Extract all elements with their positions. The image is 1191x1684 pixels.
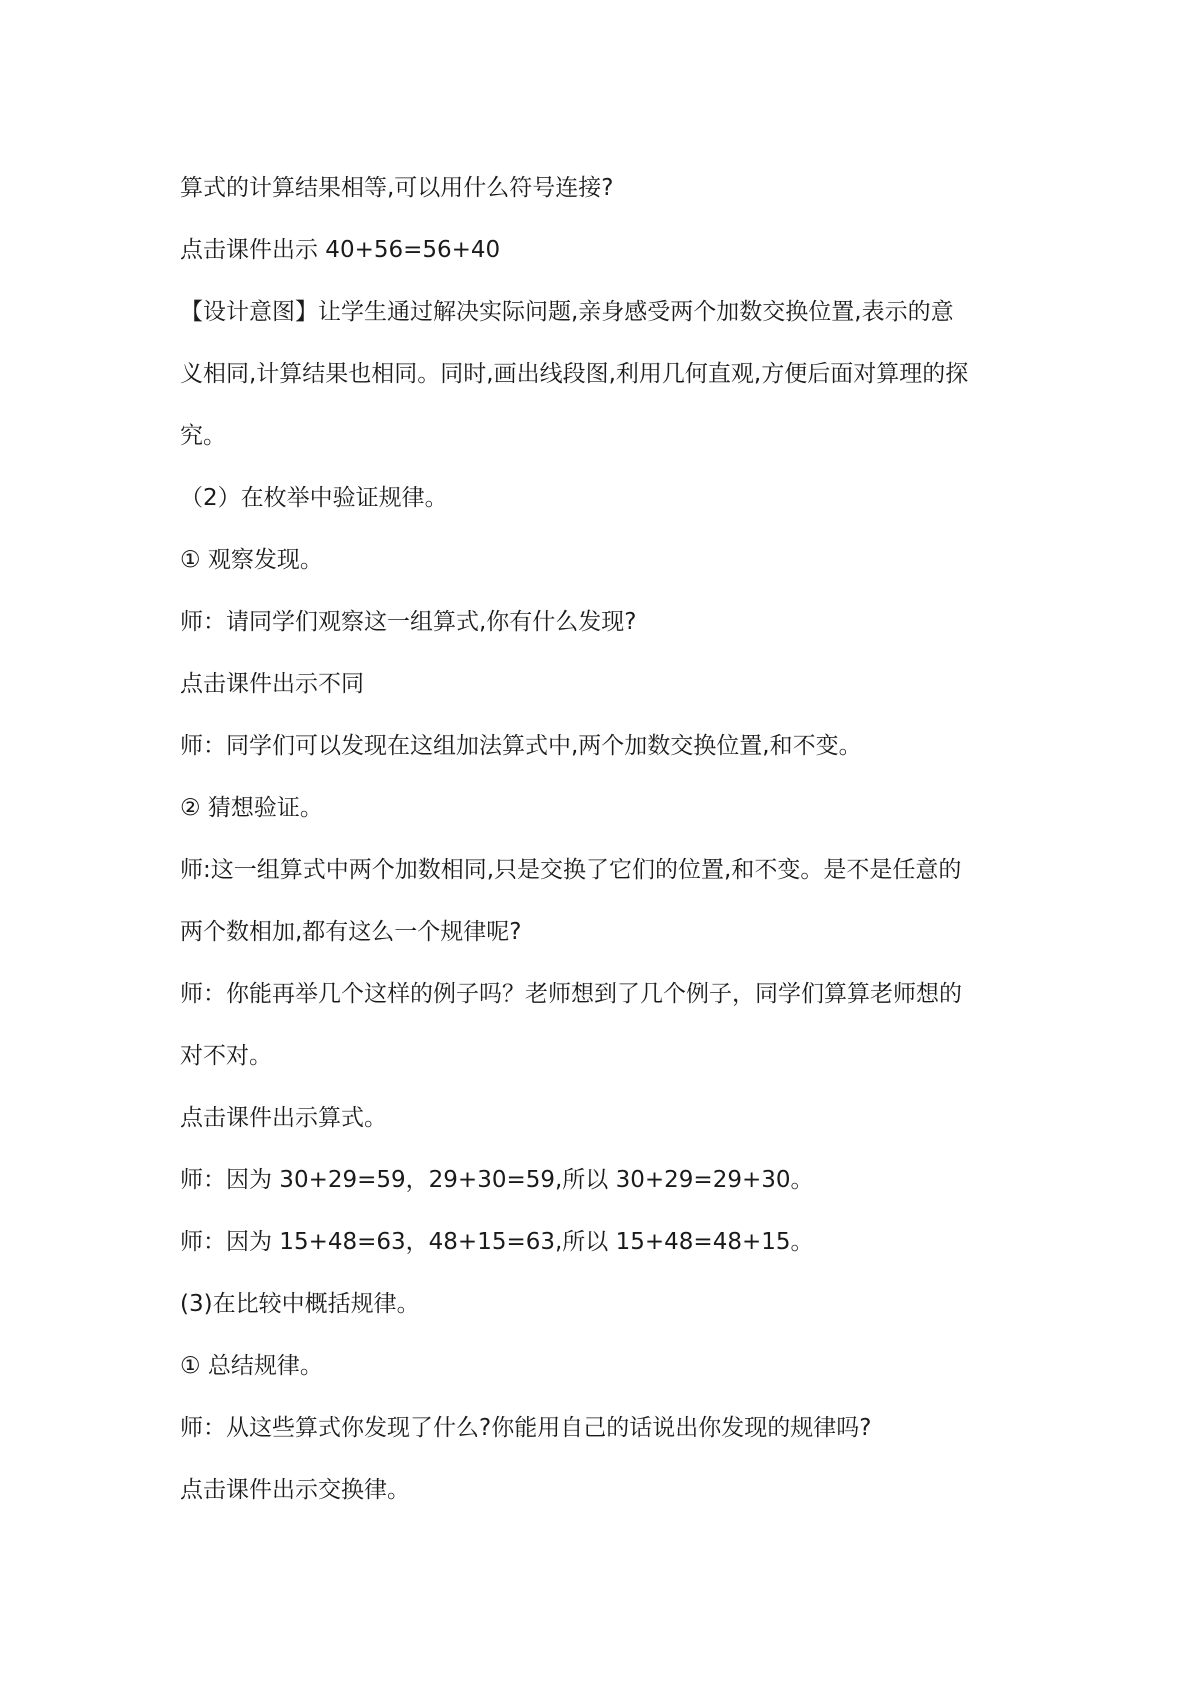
text-line: （2）在枚举中验证规律。: [180, 485, 448, 511]
text-line: (3)在比较中概括规律。: [180, 1291, 420, 1317]
text-line: 点击课件出示交换律。: [180, 1477, 410, 1503]
text-line: 师：从这些算式你发现了什么?你能用自己的话说出你发现的规律吗?: [180, 1415, 872, 1441]
text-line: 对不对。: [180, 1043, 272, 1069]
document-body: [180, 168, 1020, 1532]
text-line: 点击课件出示算式。: [180, 1105, 387, 1131]
text-line: 点击课件出示 40+56=56+40: [180, 237, 501, 263]
text-line: 师：因为 15+48=63，48+15=63,所以 15+48=48+15。: [180, 1229, 814, 1255]
text-line: 点击课件出示不同: [180, 671, 364, 697]
text-line: ① 观察发现。: [180, 547, 323, 573]
text-line: 师：请同学们观察这一组算式,你有什么发现?: [180, 609, 637, 635]
text-line: ② 猜想验证。: [180, 795, 323, 821]
text-line: 【设计意图】让学生通过解决实际问题,亲身感受两个加数交换位置,表示的意: [180, 299, 954, 325]
text-line: ① 总结规律。: [180, 1353, 323, 1379]
text-line: 究。: [180, 423, 226, 449]
text-line: 义相同,计算结果也相同。同时,画出线段图,利用几何直观,方便后面对算理的探: [180, 361, 969, 387]
text-line: 师：同学们可以发现在这组加法算式中,两个加数交换位置,和不变。: [180, 733, 862, 759]
text-line: 师：你能再举几个这样的例子吗？老师想到了几个例子，同学们算算老师想的: [180, 981, 962, 1007]
text-line: 算式的计算结果相等,可以用什么符号连接?: [180, 175, 614, 201]
text-line: 两个数相加,都有这么一个规律呢?: [180, 919, 522, 945]
text-line: 师：因为 30+29=59，29+30=59,所以 30+29=29+30。: [180, 1167, 814, 1193]
text-line: 师:这一组算式中两个加数相同,只是交换了它们的位置,和不变。是不是任意的: [180, 857, 962, 883]
